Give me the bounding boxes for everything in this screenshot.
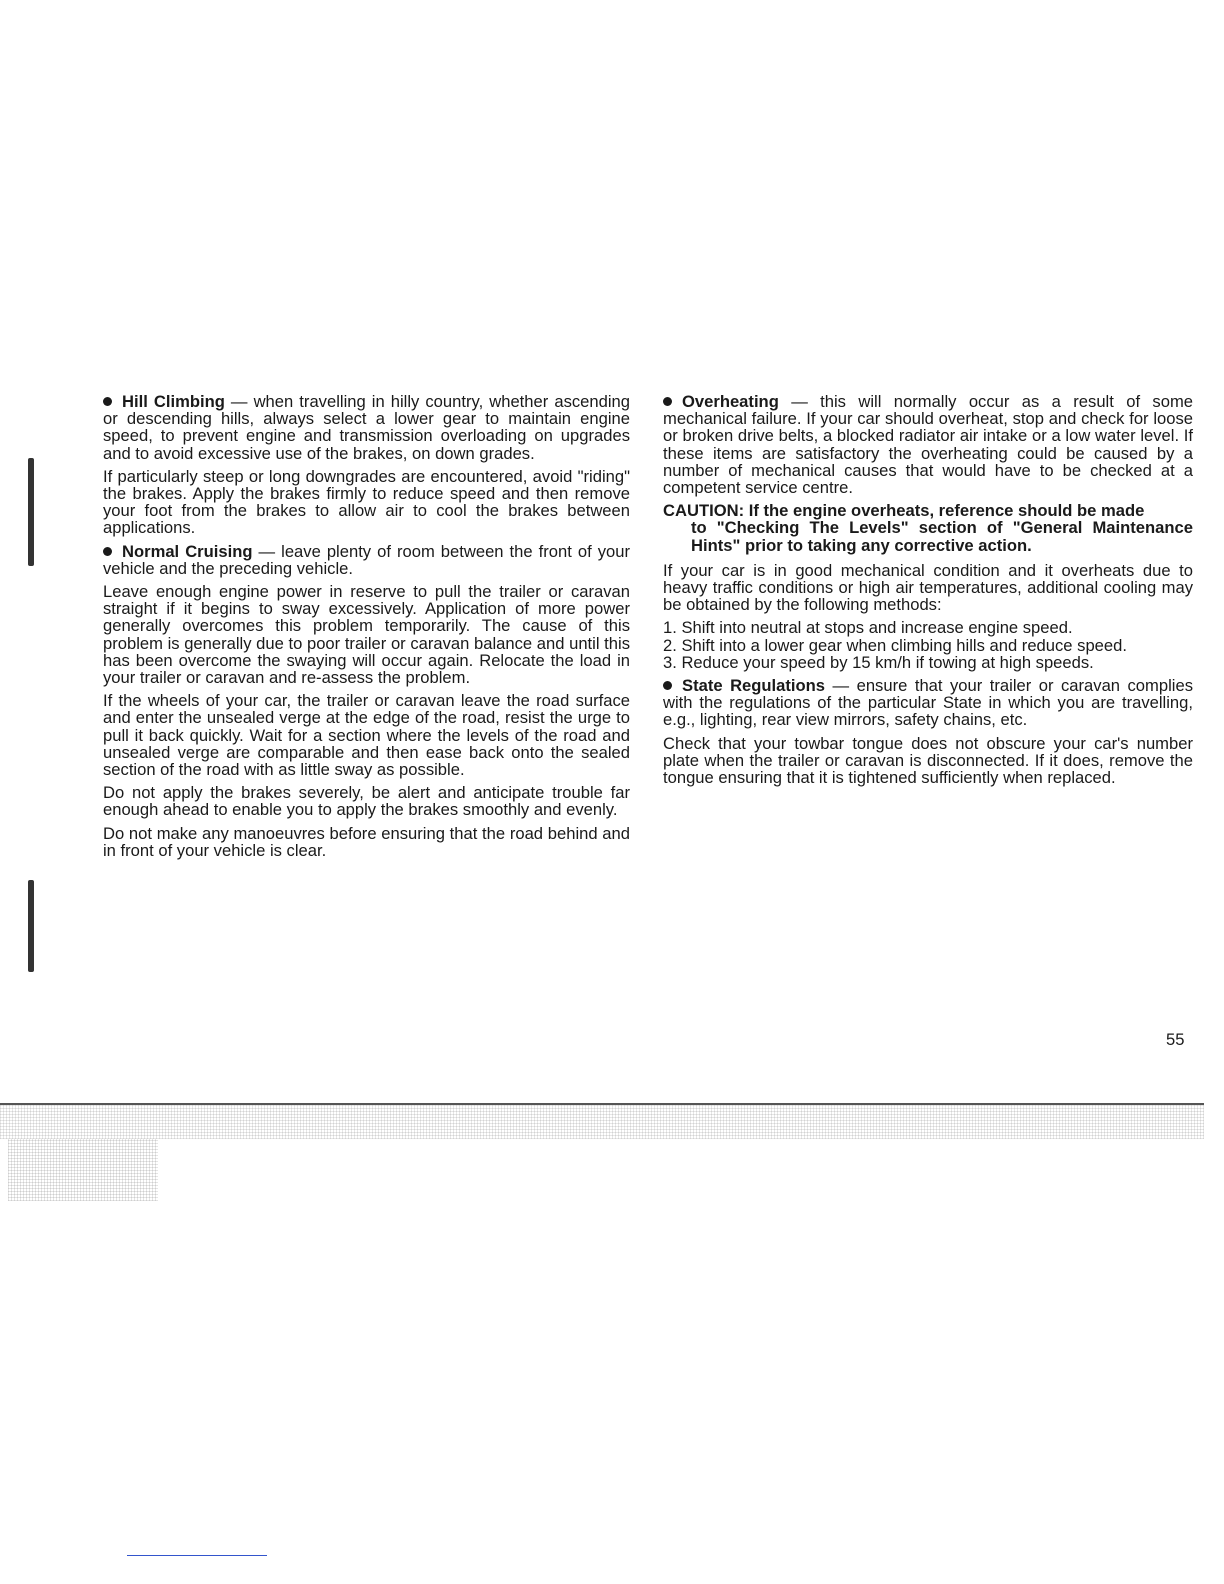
cooling-methods-list (663, 619, 1193, 671)
right-column (663, 393, 1193, 792)
bullet-icon (103, 397, 112, 406)
caution-line-1: CAUTION: If the engine overheats, reference should be made (663, 501, 1145, 521)
overheating-text: — this will normally occur as a result of some mechanical failure. If your car should overheat, stop and check for loose or broken drive belts, a blocked radiator air intake or a low water level. If these items are satisfactory the overheating could be caused by a number of mechanical causes that would have to be checked at a competent service centre. (663, 392, 1193, 498)
hill-climbing-heading: Hill Climbing (122, 392, 225, 411)
manoeuvres-paragraph: Do not make any manoeuvres before ensuring that the road behind and in front of your vehicle is clear. (103, 823, 630, 860)
state-regulations-text: — ensure that your trailer or caravan complies with the regulations of the particular State in which you are travelling, e.g., lighting, rear view mirrors, safety chains, etc. (663, 676, 1193, 730)
scan-artifact-tail (8, 1139, 158, 1201)
list-item: 1. Shift into neutral at stops and increase engine speed. (663, 618, 1073, 638)
steep-downgrades-paragraph: If particularly steep or long downgrades are encountered, avoid "riding" the brakes. Apply the brakes firmly to reduce speed and then remove your foot from the brakes to allow air to cool the brakes between applications. (103, 466, 630, 538)
bullet-icon (663, 681, 672, 690)
brakes-severely-paragraph: Do not apply the brakes severely, be alert and anticipate trouble far enough ahead to enable you to apply the brakes smoothly and evenly. (103, 783, 630, 820)
hill-climbing-text: — when travelling in hilly country, whether ascending or descending hills, always select a lower gear to maintain engine speed, to prevent engine and transmission overloading on upgrades and to avoid excessive use of the brakes, on down grades. (103, 392, 630, 463)
binding-mark-top (28, 458, 34, 566)
towbar-paragraph: Check that your towbar tongue does not obscure your car's number plate when the trailer or caravan is disconnected. If it does, remove the tongue ensuring that it is tightened sufficiently when replaced. (663, 733, 1193, 788)
left-column (103, 393, 630, 865)
footer-rule (127, 1555, 267, 1556)
overheating-paragraph (663, 393, 1193, 496)
bullet-icon (663, 397, 672, 406)
normal-cruising-heading: Normal Cruising (122, 541, 253, 561)
scan-artifact-band (0, 1103, 1204, 1139)
scan-artifact-line (0, 1103, 1204, 1105)
normal-cruising-paragraph (103, 543, 630, 577)
caution-note (663, 502, 1193, 554)
page-number: 55 (1166, 1030, 1185, 1049)
wheels-verge-paragraph: If the wheels of your car, the trailer or caravan leave the road surface and enter the unsealed verge at the edge of the road, resist the urge to pull it back quickly. Wait for a section where the levels of the road and unsealed verge are comparable and then ease back onto the sealed section of the road with as little sway as possible. (103, 691, 630, 780)
list-item: 2. Shift into a lower gear when climbing hills and reduce speed. (663, 635, 1127, 655)
caution-line-2: to "Checking The Levels" section of "General Maintenance Hints" prior to taking any corrective action. (691, 518, 1193, 555)
state-regulations-heading: State Regulations (682, 676, 826, 696)
normal-cruising-text: — leave plenty of room between the front of your vehicle and the preceding vehicle. (103, 541, 630, 578)
hill-climbing-paragraph (103, 393, 630, 462)
overheating-heading: Overheating (682, 392, 779, 411)
engine-power-paragraph: Leave enough engine power in reserve to pull the trailer or caravan straight if it begins to sway excessively. Application of more power generally overcomes this problem temporarily. The cause of this problem is generally due to poor trailer or caravan balance and until this has been overcome the swaying will occur again. Relocate the load in your trailer or caravan and re-assess the problem. (103, 582, 630, 688)
state-regulations-paragraph (663, 677, 1193, 729)
bullet-icon (103, 547, 112, 556)
good-condition-paragraph: If your car is in good mechanical condition and it overheats due to heavy traffic conditions or high air temperatures, additional cooling may be obtained by the following methods: (663, 560, 1193, 615)
binding-mark-bottom (28, 880, 34, 972)
list-item: 3. Reduce your speed by 15 km/h if towing at high speeds. (663, 652, 1094, 672)
